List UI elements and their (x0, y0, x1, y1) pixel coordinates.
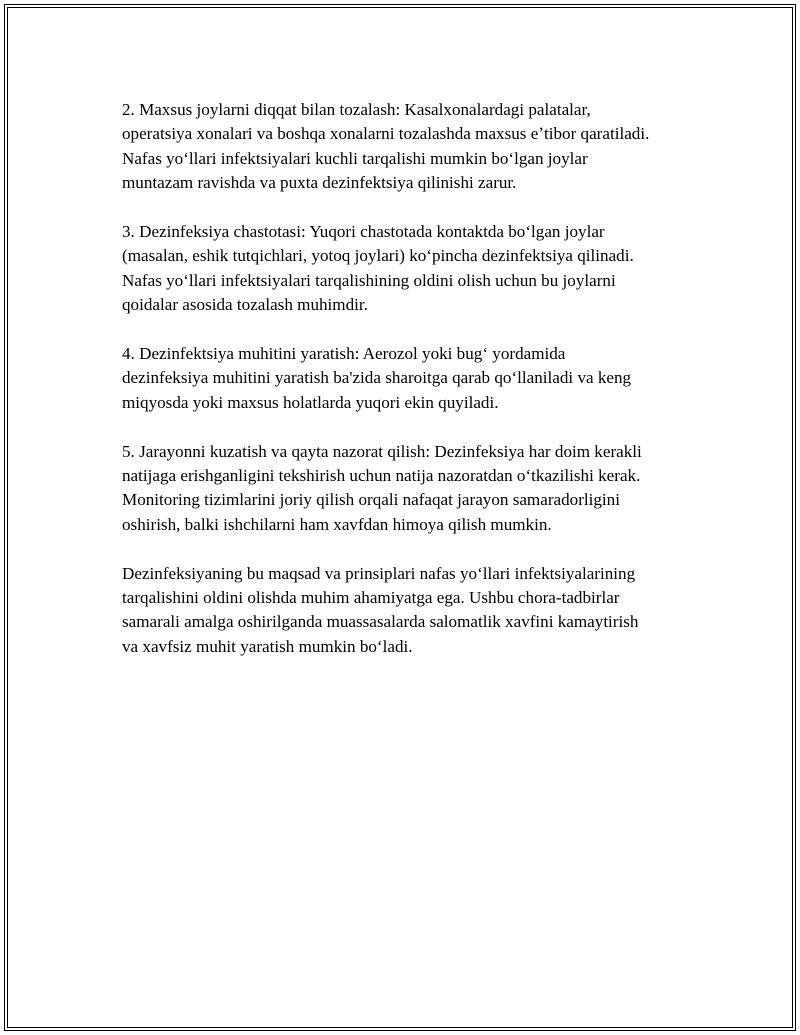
document-body (122, 98, 688, 684)
text-line: 3. Dezinfeksiya chastotasi: Yuqori chastotada kontaktda boʻlgan joylar (122, 222, 605, 242)
text-line: miqyosda yoki maxsus holatlarda yuqori ekin quyiladi. (122, 392, 499, 412)
text-line: Nafas yoʻllari infektsiyalari tarqalishining oldini olish uchun bu joylarni (122, 270, 616, 290)
text-line: operatsiya xonalari va boshqa xonalarni tozalashda maxsus eʼtibor qaratiladi. (122, 124, 650, 144)
text-line: 2. Maxsus joylarni diqqat bilan tozalash: Kasalxonalardagi palatalar, (122, 100, 591, 119)
paragraph-special-areas-cleaning (122, 98, 688, 196)
paragraph-conclusion (122, 562, 688, 660)
paragraph-disinfection-frequency (122, 220, 688, 318)
text-line: muntazam ravishda va puxta dezinfektsiya qilinishi zarur. (122, 173, 517, 193)
paragraph-process-monitoring (122, 440, 688, 538)
text-line: tarqalishini oldini olishda muhim ahamiyatga ega. Ushbu chora-tadbirlar (122, 588, 620, 608)
text-line: 4. Dezinfektsiya muhitini yaratish: Aerozol yoki bugʻ yordamida (122, 344, 566, 364)
text-line: qoidalar asosida tozalash muhimdir. (122, 295, 368, 315)
text-line: (masalan, eshik tutqichlari, yotoq joylari) koʻpincha dezinfektsiya qilinadi. (122, 246, 634, 266)
text-line: Monitoring tizimlarini joriy qilish orqali nafaqat jarayon samaradorligini (122, 490, 620, 510)
text-line: samarali amalga oshirilganda muassasalarda salomatlik xavfini kamaytirish (122, 612, 639, 632)
text-line: Nafas yoʻllari infektsiyalari kuchli tarqalishi mumkin boʻlgan joylar (122, 148, 588, 168)
text-line: Dezinfeksiyaning bu maqsad va prinsiplari nafas yoʻllari infektsiyalarining (122, 563, 636, 583)
text-line: natijaga erishganligini tekshirish uchun natija nazoratdan oʻtkazilishi kerak. (122, 466, 641, 486)
text-line: oshirish, balki ishchilarni ham xavfdan himoya qilish mumkin. (122, 514, 552, 534)
document-page (4, 4, 796, 1031)
text-line: va xavfsiz muhit yaratish mumkin boʻladi. (122, 636, 413, 656)
text-line: 5. Jarayonni kuzatish va qayta nazorat qilish: Dezinfeksiya har doim kerakli (122, 441, 642, 461)
paragraph-disinfection-environment (122, 342, 688, 415)
text-line: dezinfeksiya muhitini yaratish ba'zida sharoitga qarab qoʻllaniladi va keng (122, 368, 632, 388)
